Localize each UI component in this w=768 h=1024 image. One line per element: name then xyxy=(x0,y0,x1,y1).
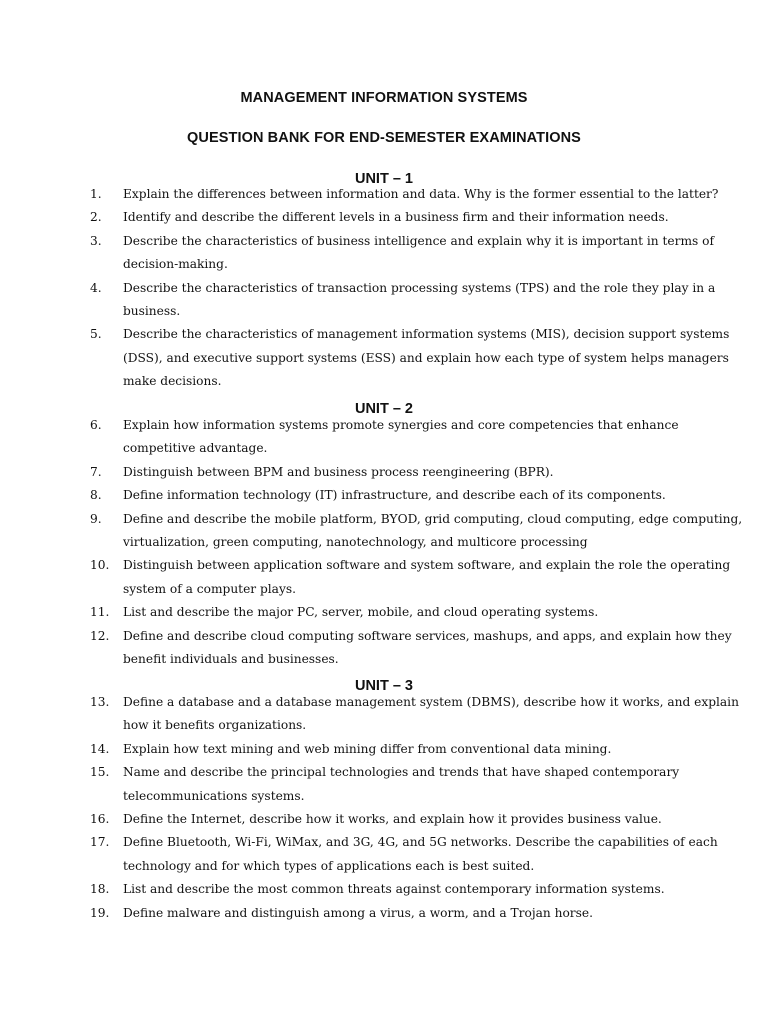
question-text-line: Define information technology (IT) infrastructure, and describe each of its components. xyxy=(123,488,666,503)
question-text-line: Identify and describe the different levels in a business firm and their information needs. xyxy=(123,210,669,225)
question-text-line: Define and describe the mobile platform, BYOD, grid computing, cloud computing, edge computing, xyxy=(123,511,743,526)
document-subtitle: QUESTION BANK FOR END-SEMESTER EXAMINATIONS xyxy=(187,130,581,146)
question-number: 1. xyxy=(90,187,102,201)
question-text-line: how it benefits organizations. xyxy=(123,718,307,733)
question-text-line: Define and describe cloud computing software services, mashups, and apps, and explain how they xyxy=(123,628,732,643)
question-number: 11. xyxy=(90,605,110,620)
question-number: 3. xyxy=(90,233,102,248)
question-text-line: Name and describe the principal technologies and trends that have shaped contemporary xyxy=(123,765,680,780)
question-text-line: telecommunications systems. xyxy=(123,788,305,803)
question-number: 5. xyxy=(90,327,102,342)
document-title: MANAGEMENT INFORMATION SYSTEMS xyxy=(240,90,528,106)
question-text-line: system of a computer plays. xyxy=(123,581,296,596)
question-text-line: Explain how information systems promote synergies and core competencies that enhance xyxy=(123,418,679,432)
question-text-line: (DSS), and executive support systems (ESS) and explain how each type of system helps managers xyxy=(123,350,729,365)
question-text-line: competitive advantage. xyxy=(123,441,268,456)
question-number: 19. xyxy=(90,905,110,920)
question-text-line: Define the Internet, describe how it works, and explain how it provides business value. xyxy=(123,812,662,826)
question-text-line: technology and for which types of applications each is best suited. xyxy=(123,858,535,873)
question-number: 9. xyxy=(90,511,102,526)
question-number: 18. xyxy=(90,882,110,897)
question-number: 13. xyxy=(90,695,110,709)
question-number: 10. xyxy=(90,558,110,573)
question-number: 2. xyxy=(90,210,102,225)
question-number: 16. xyxy=(90,812,110,826)
question-text-line: Describe the characteristics of management information systems (MIS), decision support systems xyxy=(123,327,730,342)
question-text-line: Define a database and a database management system (DBMS), describe how it works, and explain xyxy=(123,695,739,709)
question-number: 17. xyxy=(90,835,110,850)
question-text-line: decision-making. xyxy=(123,257,228,272)
question-text-line: Define malware and distinguish among a virus, a worm, and a Trojan horse. xyxy=(123,905,593,920)
question-text-line: benefit individuals and businesses. xyxy=(123,651,339,666)
question-number: 12. xyxy=(90,628,110,643)
question-text-line: Distinguish between BPM and business process reengineering (BPR). xyxy=(123,464,554,479)
unit-heading: UNIT – 1 xyxy=(354,171,413,187)
question-number: 15. xyxy=(90,765,110,780)
question-text-line: virtualization, green computing, nanotechnology, and multicore processing xyxy=(123,534,588,549)
question-text-line: Describe the characteristics of business intelligence and explain why it is important in terms of xyxy=(123,233,714,248)
question-text-line: Explain the differences between information and data. Why is the former essential to the latter? xyxy=(123,187,719,201)
question-text-line: business. xyxy=(123,303,181,318)
question-text-line: Describe the characteristics of transaction processing systems (TPS) and the role they play in a xyxy=(123,280,716,295)
question-text-line: Explain how text mining and web mining differ from conventional data mining. xyxy=(123,741,612,756)
question-text-line: List and describe the most common threats against contemporary information systems. xyxy=(123,882,665,897)
question-text-line: Define Bluetooth, Wi-Fi, WiMax, and 3G, 4G, and 5G networks. Describe the capabilities of each xyxy=(123,835,718,850)
question-text-line: make decisions. xyxy=(123,374,222,389)
question-number: 8. xyxy=(90,488,102,503)
question-text-line: Distinguish between application software and system software, and explain the role the operating xyxy=(123,558,731,573)
question-number: 4. xyxy=(90,280,102,295)
question-number: 7. xyxy=(90,464,102,479)
unit-heading: UNIT – 3 xyxy=(354,678,413,694)
question-number: 6. xyxy=(90,418,102,432)
question-text-line: List and describe the major PC, server, mobile, and cloud operating systems. xyxy=(123,605,599,620)
unit-heading: UNIT – 2 xyxy=(354,401,413,417)
question-number: 14. xyxy=(90,741,110,756)
